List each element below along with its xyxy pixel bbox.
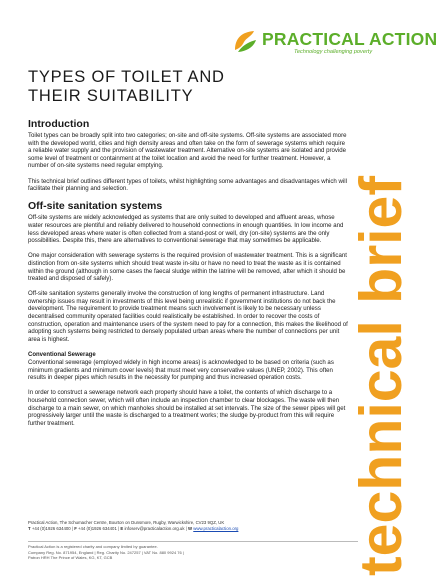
footer-email-link[interactable]: infoserv@practicalaction.org.uk: [124, 526, 185, 531]
conventional-paragraph-1: Conventional sewerage (employed widely in high income areas) is acknowledged to be based on criteria (such as minimum gradients and minimum cover levels) that must meet very conservative values (UNEP, 2002). This often results in deeper pipes which results in the necessity for pumping and thus increased operation costs.: [28, 359, 334, 382]
footer-web-link[interactable]: www.practicalaction.org: [193, 526, 239, 531]
practical-action-logo[interactable]: [232, 22, 437, 66]
technical-brief-side-label: technical brief: [348, 175, 414, 576]
footer-contact-line: [28, 526, 358, 532]
footer-legal-line-2: Company Reg. No. 871954, England | Reg. Charity No. 247257 | VAT No. 880 9924 76 |: [28, 549, 184, 555]
footer-address: Practical Action, The Schumacher Centre, Bourton on Dunsmore, Rugby, Warwickshire, CV23 9QZ, UK: [28, 520, 225, 525]
conventional-heading: Conventional Sewerage: [28, 352, 96, 359]
email-label: E: [120, 526, 124, 531]
brand-name: PRACTICAL ACTION: [262, 29, 437, 49]
offsite-paragraph-3: Off-site sanitation systems generally involve the construction of long lengths of permanent infrastructure. Land ownership issues may result in investments of this level being unrealistic if government institutions do not back the development. The requirement to provide treatment means such involvement is likely to be necessary unless decentralised community operated facilities could realistically be established. In order to recover the costs of construction, operation and maintenance users of the system need to pay for a connection, this makes the likelihood of adopting such systems being restricted to densely populated urban areas where the number of connections per unit area is highest.: [28, 290, 348, 343]
brand-tagline: Technology challenging poverty: [294, 49, 373, 55]
footer-tel: +44 (0)1926 634400: [31, 526, 71, 531]
page-title-line-1: TYPES OF TOILET AND: [28, 68, 225, 86]
web-label: W: [188, 526, 193, 531]
page-title-line-2: THEIR SUITABILITY: [28, 87, 194, 105]
fax-label: F: [74, 526, 77, 531]
footer-legal-line-1: Practical Action is a registered charity and company limited by guarantee.: [28, 544, 158, 549]
footer-contact: [28, 520, 358, 532]
separator: |: [71, 526, 73, 531]
footer-legal: [28, 544, 358, 561]
offsite-paragraph-1: Off-site systems are widely acknowledged as systems that are only suited to developed and affluent areas, whose water resources are plentiful and reliably delivered to household connections in enough quantities. In low income and less developed areas where water is often collected from a stand-post or well, dry (on-site) systems are the only possibilities. Despite this, there are alternatives to conventional sewerage that may sometimes be applicable.: [28, 214, 344, 245]
practical-action-logo-icon: [232, 28, 258, 54]
footer-legal-line-3: Patron HRH The Prince of Wales, KG, KT, GCB: [28, 555, 113, 561]
document-body: [28, 118, 350, 430]
footer-divider: [28, 541, 358, 542]
offsite-paragraph-2: One major consideration with sewerage systems is the required provision of wastewater treatment. This is a significant distinction from on-site systems which should treat waste in-situ or have no need to treat the waste as it is contained within the ground (although in some cases the faecal sludge within the latrine will be removed, after which it should be treated and disposed of safely).: [28, 252, 347, 283]
intro-paragraph-2: This technical brief outlines different types of toilets, whilst highlighting some advantages and disadvantages which will facilitate their planning and selection.: [28, 177, 347, 193]
conventional-paragraph-2: In order to construct a sewerage network each property should have a toilet, the contents of which discharge to a household connection sewer, which will often include an inspection chamber to clear blockages. The waste will then discharge to a main sewer, on which manholes should be installed at set intervals. The size of the sewer pipes will get progressively larger until the waste is discharged to a treatment works; the sludge by-product from this will require further treatment.: [28, 389, 346, 427]
intro-paragraph-1: Toilet types can be broadly split into two categories; on-site and off-site systems. Off-site systems are associated more with the developed world, cities and high density areas and often take on the form of sewerage systems which require a reliable water supply and the provision of wastewater treatment. Alternative on-site systems are isolated and provide some level of treatment or containment at the toilet location and avoid the need for further treatment. However, a number of on-site systems need regular emptying.: [28, 132, 347, 170]
intro-heading: Introduction: [28, 118, 90, 130]
separator: |: [118, 526, 120, 531]
footer-fax: +44 (0)1926 634401: [78, 526, 117, 531]
offsite-heading: Off-site sanitation systems: [28, 200, 163, 213]
separator: |: [185, 526, 187, 531]
page-title: [28, 68, 328, 106]
tel-label: T: [28, 526, 31, 531]
